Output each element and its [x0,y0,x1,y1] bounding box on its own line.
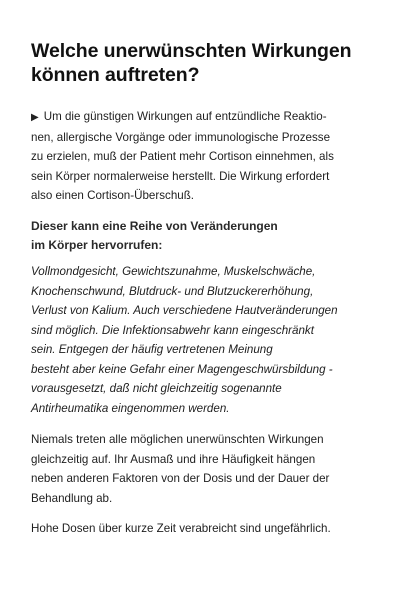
para3-line-1: Hohe Dosen über kurze Zeit verabreicht sind ungefährlich. [31,522,331,535]
intro-line-4: sein Körper normalerweise herstellt. Die Wirkung erfordert [31,169,330,183]
para2-line-2: gleichzeitig auf. Ihr Ausmaß und ihre Häufigkeit hängen [31,452,316,466]
title-line-1: Welche unerwünschten Wirkungen [31,40,352,62]
page-title [31,39,391,87]
subheading-line-2: im Körper hervorrufen: [31,238,163,252]
effects-line-5: sein. Entgegen der häufig vertretenen Meinung [31,343,273,356]
arrow-bullet-icon: ▶ [31,112,39,123]
effects-line-6: besteht aber keine Gefahr einer Magengeschwürsbildung - [31,362,333,376]
subheading-line-1: Dieser kann eine Reihe von Veränderungen [31,219,278,233]
effects-line-4: sind möglich. Die Infektionsabwehr kann eingeschränkt [31,323,314,337]
title-line-2: können auftreten? [31,64,200,86]
effects-line-3: Verlust von Kalium. Auch verschiedene Hautveränderungen [31,304,338,317]
section-subheading [31,217,396,255]
para2-line-4: Behandlung ab. [31,491,113,505]
side-effects-paragraph [31,262,396,418]
intro-paragraph [31,107,396,206]
para2-line-3: neben anderen Faktoren von der Dosis und der Dauer der [31,472,330,485]
effects-line-1: Vollmondgesicht, Gewichtszunahme, Muskelschwäche, [31,265,316,278]
intro-line-1 [31,107,396,128]
intro-line-2: nen, allergische Vorgänge oder immunologische Prozesse [31,130,331,144]
intro-line-1-text: Um die günstigen Wirkungen auf entzündliche Reaktio- [43,110,327,123]
effects-line-7: vorausgesetzt, daß nicht gleichzeitig sogenannte [31,382,282,395]
intro-line-5: also einen Cortison-Überschuß. [31,189,195,202]
effects-line-2: Knochenschwund, Blutdruck- und Blutzuckererhöhung, [31,284,314,298]
para2-line-1: Niemals treten alle möglichen unerwünschten Wirkungen [31,433,324,446]
effects-line-8: Antirheumatika eingenommen werden. [31,401,230,415]
dosage-paragraph [31,519,396,539]
intro-line-3: zu erzielen, muß der Patient mehr Cortison einnehmen, als [31,150,334,163]
frequency-paragraph [31,430,396,508]
